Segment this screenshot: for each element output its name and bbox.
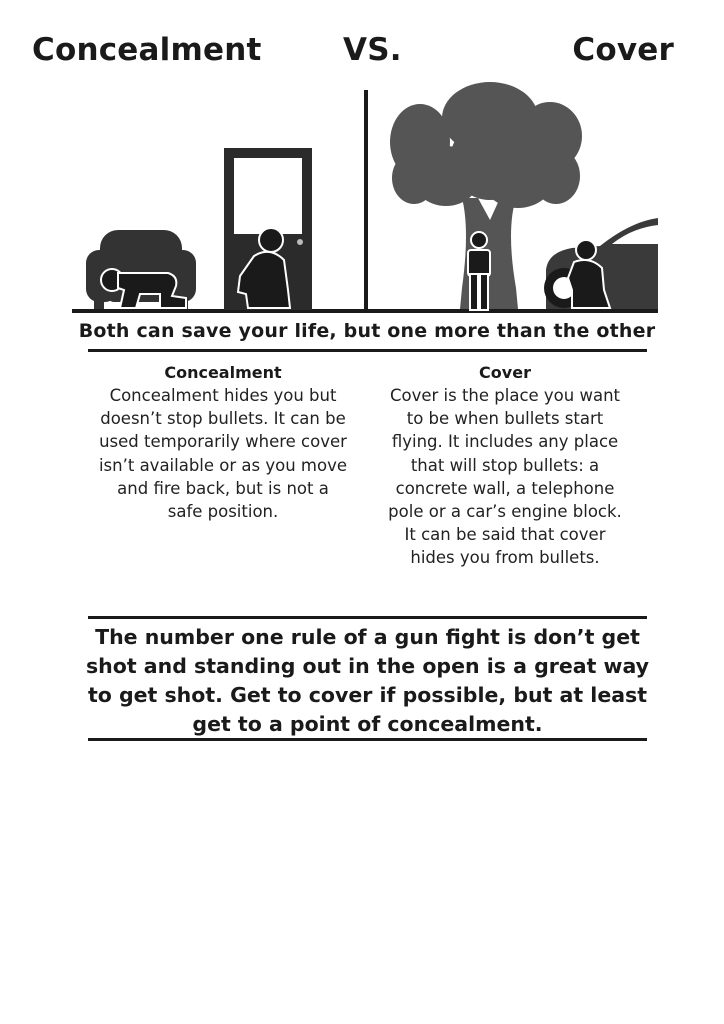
center-divider (364, 90, 368, 311)
concealment-heading: Concealment (164, 363, 282, 382)
divider-rule (88, 349, 647, 352)
cover-description: Cover is the place you want to be when bullets start flying. It includes any place that will stop bullets: a concrete wall, a telephone pole or a car’s engine block. It can be said that cover hides you from bullets. (388, 386, 622, 568)
concealment-title: Concealment (32, 32, 262, 68)
divider-rule (88, 738, 647, 741)
gun-fight-rule-text: The number one rule of a gun fight is don’t get shot and standing out in the open is a great way to get shot. Get to cover if possible, but at least get to a point of concealment. (85, 625, 650, 736)
concealment-description: Concealment hides you but doesn’t stop bullets. It can be used temporarily where cover isn’t available or as you move and fire back, but is not a safe position. (98, 386, 348, 522)
concealment-vs-cover-illustration (0, 80, 724, 320)
divider-rule (88, 616, 647, 619)
cover-title: Cover (572, 32, 674, 68)
cover-column (380, 362, 630, 570)
person-standing-behind-tree-icon (468, 232, 490, 310)
subtitle: Both can save your life, but one more than the other (78, 320, 656, 342)
versus-title: VS. (343, 32, 402, 68)
concealment-column (98, 362, 348, 523)
cover-heading: Cover (479, 363, 531, 382)
person-crouching-behind-couch-icon (101, 269, 186, 308)
